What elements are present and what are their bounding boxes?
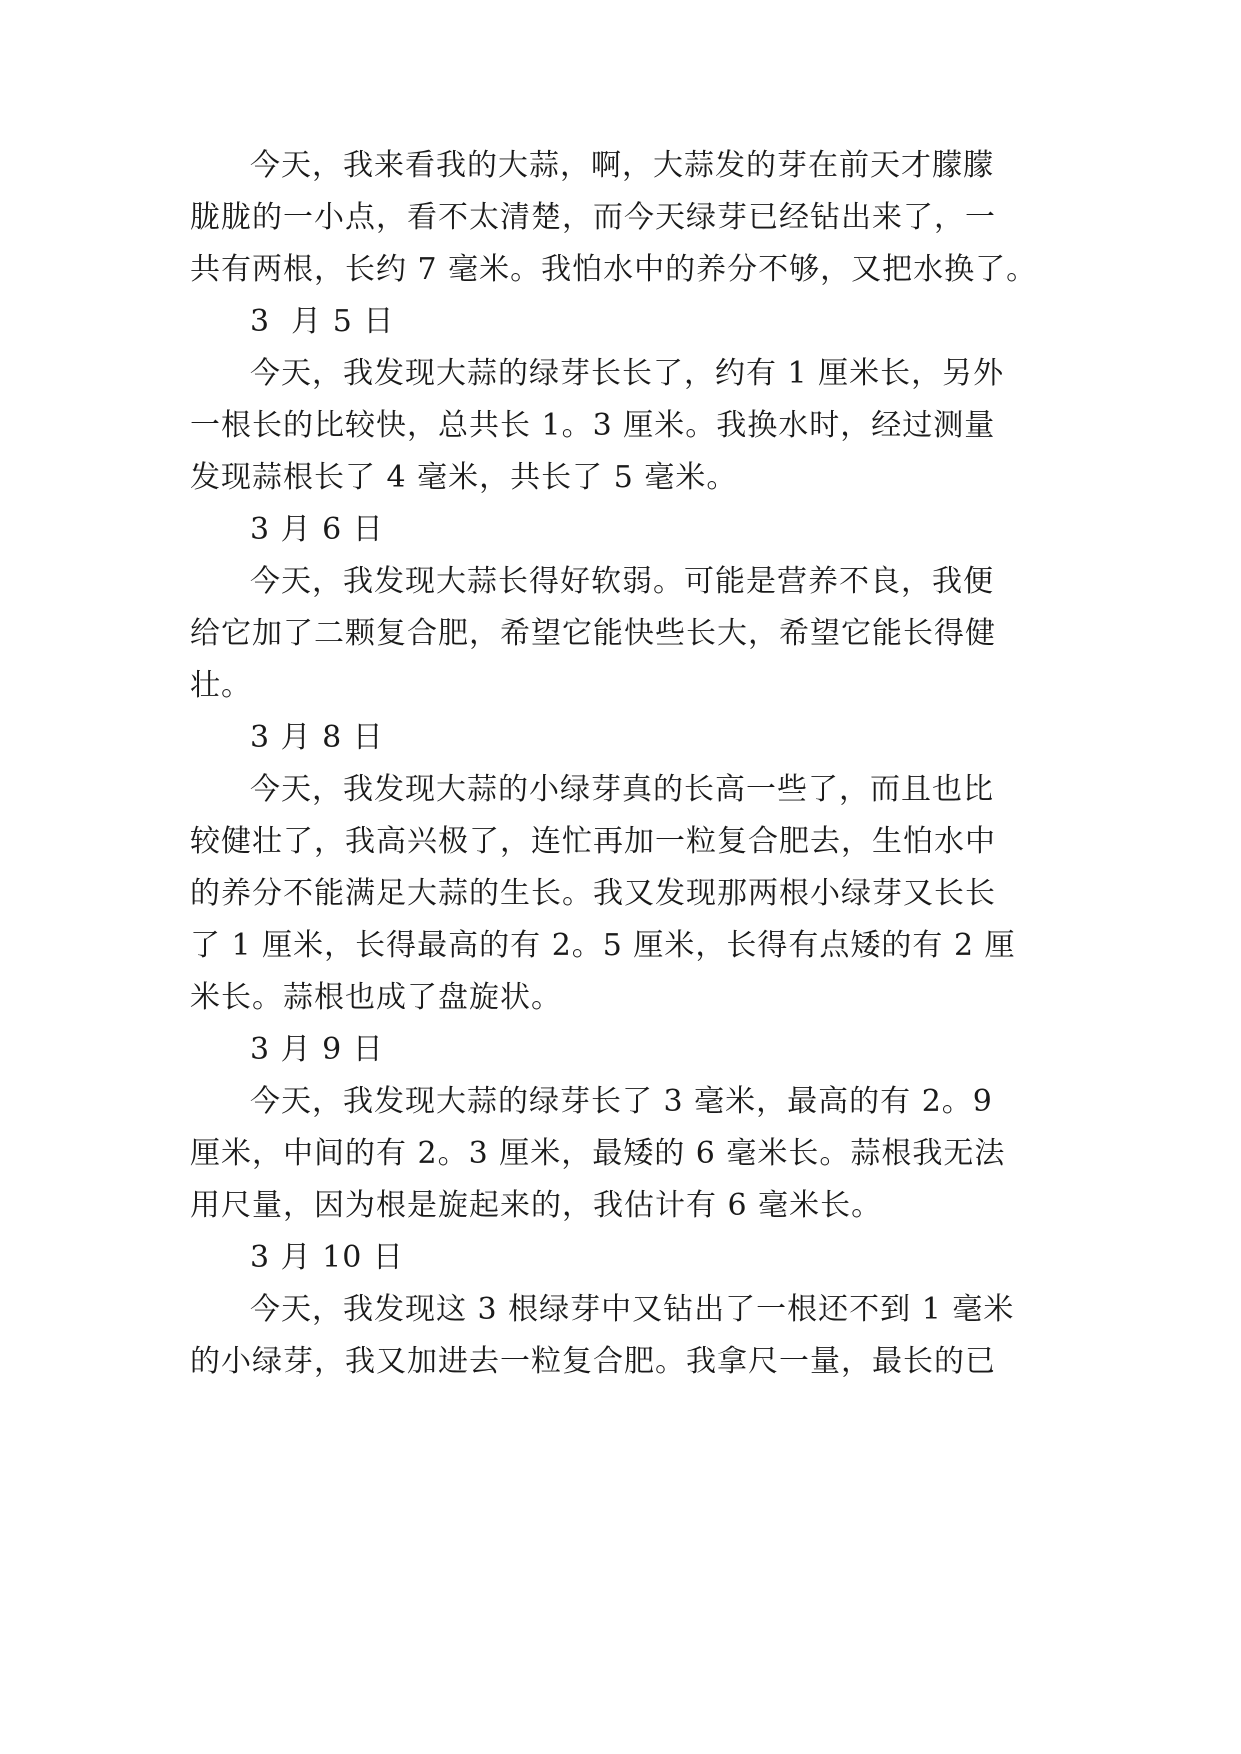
paragraph-line: 今天，我来看我的大蒜，啊，大蒜发的芽在前天才朦朦 [250, 148, 994, 183]
paragraph-line: 今天，我发现大蒜的小绿芽真的长高一些了，而且也比 [250, 772, 994, 807]
date-heading: 3 月 9 日 [250, 1032, 384, 1067]
paragraph-line: 给它加了二颗复合肥，希望它能快些长大，希望它能长得健 [190, 616, 996, 651]
paragraph-line: 的养分不能满足大蒜的生长。我又发现那两根小绿芽又长长 [190, 876, 996, 911]
paragraph-line: 今天，我发现大蒜的绿芽长长了，约有 1 厘米长，另外 [250, 356, 1005, 391]
date-heading: 3 月 8 日 [250, 720, 384, 755]
paragraph-line: 了 1 厘米，长得最高的有 2。5 厘米，长得有点矮的有 2 厘 [190, 928, 1016, 963]
paragraph-line: 用尺量，因为根是旋起来的，我估计有 6 毫米长。 [190, 1188, 883, 1223]
paragraph-line: 米长。蒜根也成了盘旋状。 [190, 980, 562, 1015]
paragraph-line: 一根长的比较快，总共长 1。3 厘米。我换水时，经过测量 [190, 408, 996, 443]
date-heading: 3 月 10 日 [250, 1240, 404, 1275]
paragraph-line: 共有两根，长约 7 毫米。我怕水中的养分不够，又把水换了。 [190, 252, 1038, 287]
paragraph-line: 较健壮了，我高兴极了，连忙再加一粒复合肥去，生怕水中 [190, 824, 996, 859]
paragraph-line: 壮。 [190, 668, 252, 703]
paragraph-line: 的小绿芽，我又加进去一粒复合肥。我拿尺一量，最长的已 [190, 1344, 996, 1379]
date-heading: 3 月 6 日 [250, 512, 384, 547]
paragraph-line: 厘米，中间的有 2。3 厘米，最矮的 6 毫米长。蒜根我无法 [190, 1136, 1006, 1171]
paragraph-line: 胧胧的一小点，看不太清楚，而今天绿芽已经钻出来了，一 [190, 200, 996, 235]
paragraph-line: 今天，我发现大蒜长得好软弱。可能是营养不良，我便 [250, 564, 994, 599]
date-heading: 3 月 5 日 [250, 304, 395, 339]
paragraph-line: 发现蒜根长了 4 毫米，共长了 5 毫米。 [190, 460, 738, 495]
paragraph-line: 今天，我发现这 3 根绿芽中又钻出了一根还不到 1 毫米 [250, 1292, 1015, 1327]
paragraph-line: 今天，我发现大蒜的绿芽长了 3 毫米，最高的有 2。9 [250, 1084, 993, 1119]
